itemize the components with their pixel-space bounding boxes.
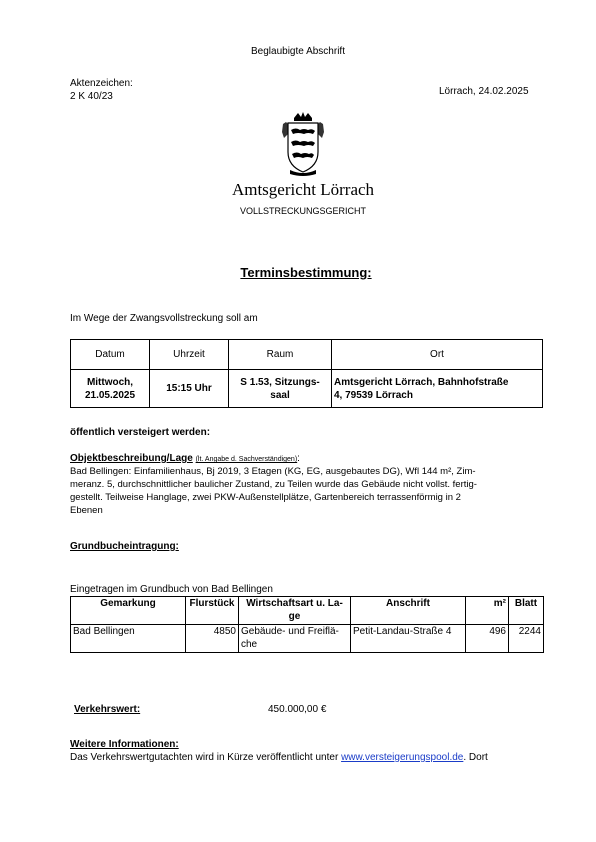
coat-of-arms-icon: [280, 112, 326, 176]
land-register-intro: Eingetragen im Grundbuch von Bad Bellingen: [70, 584, 273, 595]
header-anschrift: Anschrift: [351, 597, 466, 625]
file-label: Aktenzeichen:: [70, 78, 133, 89]
land-register-row: [71, 625, 544, 653]
object-heading: [70, 452, 300, 466]
header-m2: m²: [466, 597, 509, 625]
room-line-2: saal: [270, 389, 290, 401]
file-number: 2 K 40/23: [70, 91, 113, 102]
wirtschaftsart-line-1: Wirtschaftsart u. La-: [246, 598, 343, 609]
object-line: gestellt. Teilweise Hanglage, zwei PKW-Außenstellplätze, Gartenbereich terrassenförmig in 2: [70, 492, 461, 503]
market-value-label: Verkehrswert:: [74, 704, 141, 715]
place-date: Lörrach, 24.02.2025: [439, 86, 529, 97]
further-info-after: . Dort: [463, 752, 488, 763]
header-flurstueck: Flurstück: [186, 597, 239, 625]
schedule-time: 15:15 Uhr: [150, 370, 229, 408]
header-ort: Ort: [332, 340, 543, 370]
cell-wirtschaftsart-line-2: che: [241, 639, 258, 650]
header-blatt: Blatt: [509, 597, 544, 625]
land-register-table: [70, 596, 544, 653]
schedule-room: [229, 370, 332, 408]
further-info-heading: Weitere Informationen:: [70, 739, 179, 750]
object-line: meranz. 5, durchschnittlicher baulicher Zustand, zu Teilen wurde das Gebäude nicht vollst. fertig-: [70, 479, 477, 490]
object-description: [70, 465, 550, 517]
header-gemarkung: Gemarkung: [71, 597, 186, 625]
date-line-1: Mittwoch,: [86, 376, 134, 388]
cell-anschrift: Petit-Landau-Straße 4: [351, 625, 466, 653]
versteigerungspool-link[interactable]: www.versteigerungspool.de: [341, 752, 464, 763]
page-title: Terminsbestimmung:: [240, 265, 372, 280]
schedule-table: [70, 339, 543, 408]
object-heading-note: (lt. Angabe d. Sachverständigen): [195, 456, 298, 463]
header-raum: Raum: [229, 340, 332, 370]
further-info-before: Das Verkehrswertgutachten wird in Kürze veröffentlicht unter: [70, 752, 342, 763]
schedule-date: [71, 370, 150, 408]
object-heading-colon: :: [297, 453, 300, 464]
court-name: Amtsgericht Lörrach: [231, 180, 375, 199]
schedule-row: [71, 370, 543, 408]
object-line: Bad Bellingen: Einfamilienhaus, Bj 2019, 3 Etagen (KG, EG, ausgebautes DG), Wfl 144 m², Zim-: [70, 466, 476, 477]
market-value: 450.000,00 €: [268, 704, 327, 715]
cell-gemarkung: Bad Bellingen: [71, 625, 186, 653]
cell-wirtschaftsart: [239, 625, 351, 653]
copy-note: Beglaubigte Abschrift: [251, 46, 345, 57]
intro-text: Im Wege der Zwangsvollstreckung soll am: [70, 313, 258, 324]
cell-m2: 496: [466, 625, 509, 653]
date-line-2: 21.05.2025: [84, 389, 136, 401]
header-wirtschaftsart: [239, 597, 351, 625]
land-register-heading: Grundbucheintragung:: [70, 541, 179, 552]
cell-wirtschaftsart-line-1: Gebäude- und Freiflä-: [241, 626, 339, 637]
header-datum: Datum: [71, 340, 150, 370]
further-info-text: [70, 751, 488, 764]
header-uhrzeit: Uhrzeit: [150, 340, 229, 370]
schedule-place: [332, 370, 543, 408]
room-line-1: S 1.53, Sitzungs-: [240, 376, 320, 388]
object-line: Ebenen: [70, 505, 103, 516]
court-department: VOLLSTRECKUNGSGERICHT: [239, 206, 367, 216]
schedule-header-row: [71, 340, 543, 370]
place-line-1: Amtsgericht Lörrach, Bahnhofstraße: [334, 376, 509, 388]
cell-blatt: 2244: [509, 625, 544, 653]
auction-line: öffentlich versteigert werden:: [70, 427, 211, 438]
place-line-2: 4, 79539 Lörrach: [334, 389, 413, 401]
object-heading-label: Objektbeschreibung/Lage: [70, 453, 193, 464]
wirtschaftsart-line-2: ge: [288, 611, 301, 622]
land-register-header-row: [71, 597, 544, 625]
cell-flurstueck: 4850: [186, 625, 239, 653]
